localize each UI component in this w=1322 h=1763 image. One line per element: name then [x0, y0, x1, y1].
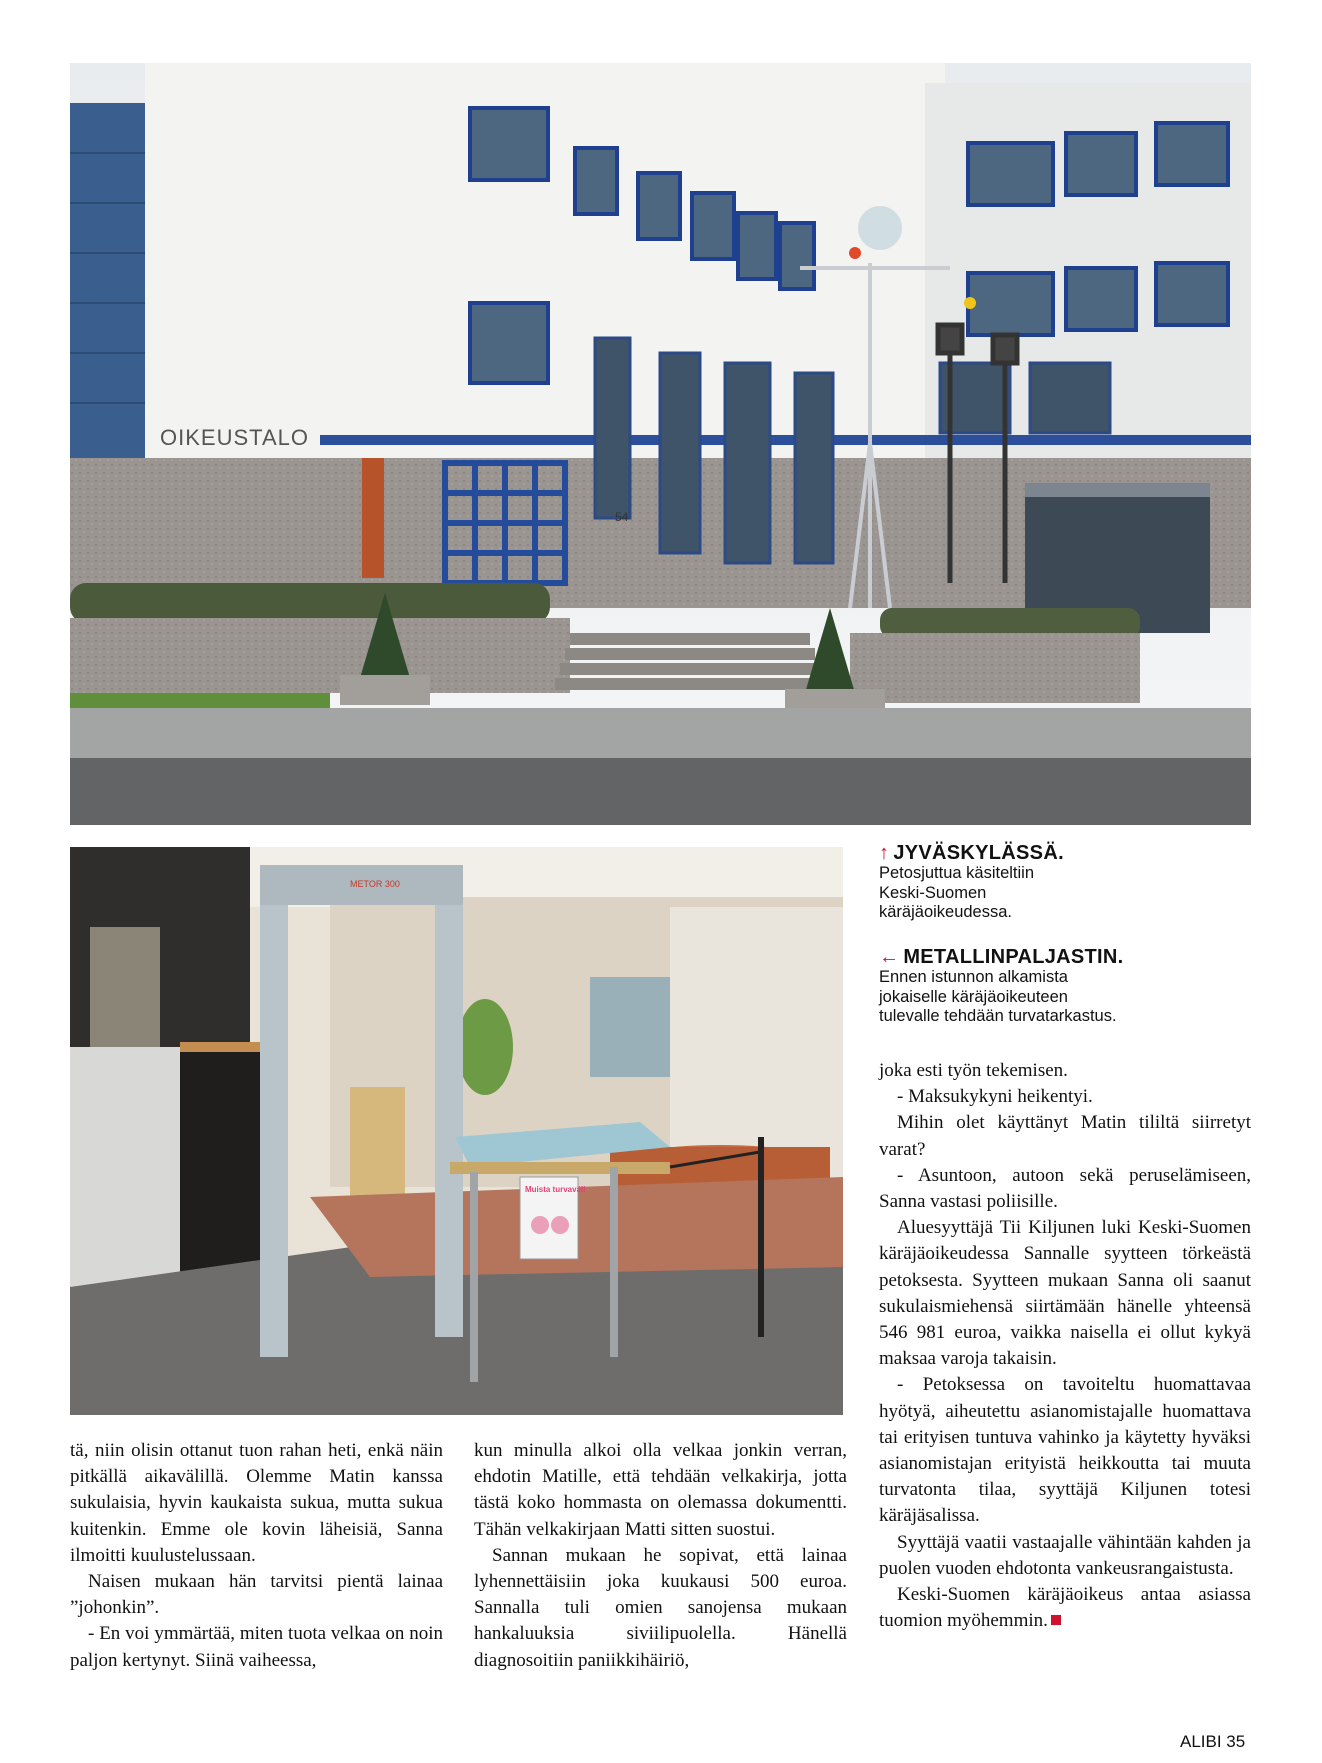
paragraph: - Petoksessa on tavoiteltu huomattavaa hyötyä, aiheutettu asianomistajalle huomattava tai erityisen tuntuva vahinko ja käytetty hyväksi asianomistajan erityistä heikkoutta tai muuta turvatonta tilaa, syyttäjä Kiljunen totesi käräjäsalissa.: [879, 1374, 1251, 1527]
article-column-1: [70, 1438, 443, 1674]
paragraph: Mihin olet käyttänyt Matin tililtä siirretyt varat?: [879, 1112, 1251, 1160]
paragraph: joka esti työn tekemisen.: [879, 1060, 1068, 1081]
oikeustalo-sign: OIKEUSTALO: [160, 425, 309, 450]
poster-text: Muista turvaväli: [525, 1185, 586, 1194]
metal-detector-photo: [70, 847, 843, 1415]
caption-title: ↑ JYVÄSKYLÄSSÄ.: [879, 842, 1064, 864]
paragraph: - Asuntoon, autoon sekä peruselämiseen, Sanna vastasi poliisille.: [879, 1164, 1251, 1213]
paragraph: Sannan mukaan he sopivat, että lainaa lyhennettäisiin joka kuukausi 500 euroa. Sannalla tuli omien sanojensa mukaan hankaluuksia siviilipuolella. Hänellä diagnosoitiin paniikkihäiriö,: [474, 1544, 847, 1671]
paragraph-last: Keski-Suomen käräjäoikeus antaa asiassa tuomion myöhemmin.: [879, 1584, 1251, 1632]
caption-title: ← METALLINPALJASTIN.: [879, 946, 1124, 968]
metal-detector-illustration: [70, 847, 843, 1415]
detector-brand: METOR 300: [350, 879, 400, 889]
paragraph: kun minulla alkoi olla velkaa jonkin verran, ehdotin Matille, että tehdään velkakirja, jotta tästä koko hommasta on olemassa dokumentti. Tähän velkakirjaan Matti sitten suostui.: [474, 1440, 847, 1540]
caption-line: Keski-Suomen: [879, 883, 987, 902]
courthouse-illustration: [70, 63, 1251, 825]
house-number: 54: [615, 510, 629, 524]
paragraph: Syyttäjä vaatii vastaajalle vähintään kahden ja puolen vuoden ehdotonta vankeusrangaistusta.: [879, 1531, 1251, 1579]
caption-line: Ennen istunnon alkamista: [879, 968, 1068, 986]
caption-jyvaskylassa: [879, 842, 1259, 923]
paragraph: Aluesyyttäjä Tii Kiljunen luki Keski-Suomen käräjäoikeudessa Sannalle syytteen törkeästä petoksesta. Syytteen mukaan Sanna oli saanut sukulaismiehensä siirtämään hänelle yhteensä 546 981 euroa, vaikka naisella ei ollut kykyä maksaa varoja takaisin.: [879, 1217, 1251, 1370]
caption-line: tulevalle tehdään turvatarkastus.: [879, 1007, 1117, 1025]
page-folio: ALIBI 35: [1180, 1732, 1246, 1751]
article-column-3: [879, 1058, 1251, 1634]
article-column-2: [474, 1438, 847, 1674]
arrow-left-icon: ←: [879, 946, 900, 968]
paragraph: Naisen mukaan hän tarvitsi pientä lainaa ”johonkin”.: [70, 1571, 443, 1619]
paragraph: - Maksukykyni heikentyi.: [897, 1086, 1093, 1108]
caption-line: jokaiselle käräjäoikeuteen: [879, 987, 1068, 1006]
courthouse-photo: [70, 63, 1251, 825]
end-mark-icon: [1051, 1615, 1061, 1625]
arrow-up-icon: ↑: [879, 842, 890, 864]
caption-line: Petosjuttua käsiteltiin: [879, 864, 1035, 882]
paragraph: tä, niin olisin ottanut tuon rahan heti, enkä näin pitkällä aikavälillä. Olemme Matin kanssa sukulaisia, hyvin kaukaista sukua, mutta sukua kuitenkin. Emme ole kovin läheisiä, Sanna ilmoitti kuulustelussaan.: [70, 1440, 443, 1566]
paragraph: - En voi ymmärtää, miten tuota velkaa on noin paljon kertynyt. Siinä vaiheessa,: [70, 1623, 443, 1671]
caption-metallinpaljastin: [879, 946, 1259, 1027]
caption-line: käräjäoikeudessa.: [879, 903, 1012, 921]
